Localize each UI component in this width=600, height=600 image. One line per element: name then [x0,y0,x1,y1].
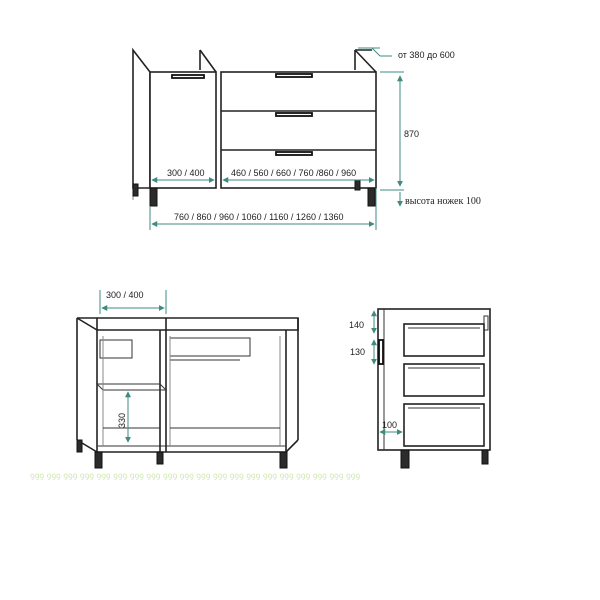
left-side-panel [133,50,150,188]
interior-view [77,290,298,468]
interior-width-label: 300 / 400 [106,290,144,300]
depth-label: от 380 до 600 [398,50,455,60]
drawer-front-2 [404,364,484,396]
right-width-label: 460 / 560 / 660 / 760 /860 / 960 [231,168,357,178]
leg [368,188,375,206]
door-handle [172,75,204,78]
leg [355,180,360,190]
leg [157,452,163,464]
leg [150,188,157,206]
drawer-front-view [349,309,490,468]
drawer-height-label: 130 [350,347,366,357]
leg [280,452,287,468]
drawer-handle-3 [276,152,312,155]
left-width-label: 300 / 400 [167,168,205,178]
legs-height-label: высота ножек 100 [405,196,481,207]
leg [482,450,488,464]
drawer-handle-1 [276,74,312,77]
shelf-height-label: 330 [117,412,127,428]
leg [401,450,409,468]
front-elevation [133,48,481,230]
watermark-row [30,471,360,480]
top-gap-label: 140 [349,320,365,330]
bottom-gap-label: 100 [382,420,398,430]
leg [95,452,102,468]
svg-text:ꝯꝯꝯ ꝯꝯꝯ ꝯꝯꝯ ꝯꝯꝯ ꝯꝯꝯ ꝯꝯꝯ: ꝯꝯꝯ ꝯꝯꝯ ꝯꝯꝯ ꝯꝯꝯ ꝯꝯꝯ ꝯꝯꝯ ꝯꝯꝯ ꝯꝯꝯ ꝯꝯꝯ ꝯꝯꝯ ꝯꝯꝯ ꝯꝯꝯ ꝯꝯꝯ ꝯꝯꝯ ꝯꝯꝯ ꝯꝯꝯ ꝯꝯꝯ ꝯꝯꝯ ꝯꝯꝯ ꝯꝯꝯ [30,471,361,480]
total-width-label: 760 / 860 / 960 / 1060 / 1160 / 1260 / 1360 [174,212,344,222]
drawer-front-3 [404,404,484,446]
leg [133,184,138,196]
leg [77,440,82,452]
height-label: 870 [404,129,420,139]
drawer-front-1 [404,324,484,356]
side-handle [379,340,383,364]
drawer-handle-2 [276,113,312,116]
